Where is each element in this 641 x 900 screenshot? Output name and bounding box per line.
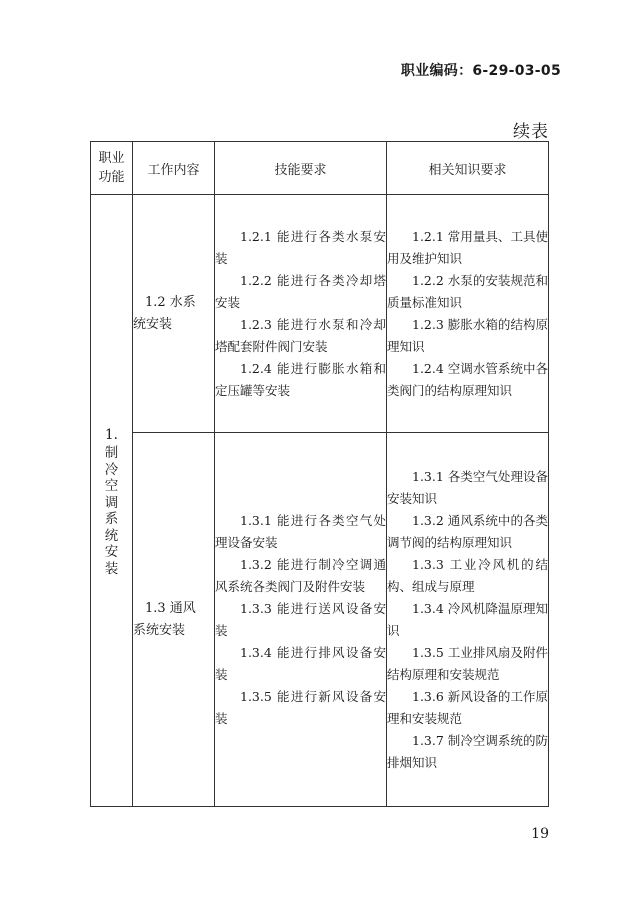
- knowledge-cell: [387, 195, 549, 433]
- header-function: [91, 142, 133, 195]
- table-row: [91, 433, 549, 807]
- skill-item: 1.2.4 能进行膨胀水箱和定压罐等安装: [215, 360, 386, 398]
- knowledge-item: 1.3.5 工业排风扇及附件结构原理和安装规范: [387, 644, 548, 682]
- skill-item: 1.3.4 能进行排风设备安装: [215, 644, 386, 682]
- function-char: 系: [104, 511, 119, 528]
- knowledge-item: 1.3.6 新风设备的工作原理和安装规范: [387, 688, 548, 726]
- header-function-line2: 功能: [98, 170, 125, 185]
- knowledge-item: 1.3.2 通风系统中的各类调节阀的结构原理知识: [387, 512, 548, 550]
- skill-item: 1.3.3 能进行送风设备安装: [215, 600, 386, 638]
- work-content-line: 1.2 水系: [145, 294, 196, 310]
- function-cell: [91, 195, 133, 807]
- knowledge-item: 1.3.7 制冷空调系统的防排烟知识: [387, 732, 548, 770]
- knowledge-item: 1.2.3 膨胀水箱的结构原理知识: [387, 316, 548, 354]
- skill-cell: [215, 195, 387, 433]
- knowledge-item: 1.3.1 各类空气处理设备安装知识: [387, 468, 548, 506]
- table-header-row: [91, 142, 549, 195]
- header-work-content: 工作内容: [133, 142, 215, 195]
- function-char: 安: [104, 544, 119, 561]
- knowledge-cell: [387, 433, 549, 807]
- knowledge-item: 1.3.3 工业冷风机的结构、组成与原理: [387, 556, 548, 594]
- skill-item: 1.3.1 能进行各类空气处理设备安装: [215, 512, 386, 550]
- skill-requirements-table: [90, 141, 549, 807]
- work-content-line: 1.3 通风: [145, 600, 196, 616]
- skill-item: 1.2.3 能进行水泵和冷却塔配套附件阀门安装: [215, 316, 386, 354]
- function-number: 1.: [105, 426, 118, 443]
- skill-item: 1.2.1 能进行各类水泵安装: [215, 228, 386, 266]
- work-content-line: 统安装: [133, 316, 173, 332]
- header-knowledge-requirements: 相关知识要求: [387, 142, 549, 195]
- skill-item: 1.3.2 能进行制冷空调通风系统各类阀门及附件安装: [215, 556, 386, 594]
- table-row: [91, 195, 549, 433]
- knowledge-item: 1.3.4 冷风机降温原理知识: [387, 600, 548, 638]
- knowledge-item: 1.2.1 常用量具、工具使用及维护知识: [387, 228, 548, 266]
- function-char: 制: [104, 445, 119, 462]
- occupation-code: 职业编码：6-29-03-05: [400, 63, 561, 79]
- header-skill-requirements: 技能要求: [215, 142, 387, 195]
- page-number: 19: [531, 826, 549, 842]
- function-char: 调: [104, 494, 119, 511]
- function-char: 装: [104, 560, 119, 577]
- work-content-cell: [133, 195, 215, 433]
- knowledge-item: 1.2.2 水泵的安装规范和质量标准知识: [387, 272, 548, 310]
- skill-cell: [215, 433, 387, 807]
- function-char: 空: [104, 478, 119, 495]
- continued-label: 续表: [513, 122, 549, 142]
- skill-item: 1.2.2 能进行各类冷却塔安装: [215, 272, 386, 310]
- function-char: 统: [104, 527, 119, 544]
- work-content-cell: [133, 433, 215, 807]
- knowledge-item: 1.2.4 空调水管系统中各类阀门的结构原理知识: [387, 360, 548, 398]
- skill-item: 1.3.5 能进行新风设备安装: [215, 688, 386, 726]
- function-char: 冷: [104, 461, 119, 478]
- header-function-line1: 职业: [98, 151, 125, 166]
- work-content-line: 系统安装: [133, 622, 186, 638]
